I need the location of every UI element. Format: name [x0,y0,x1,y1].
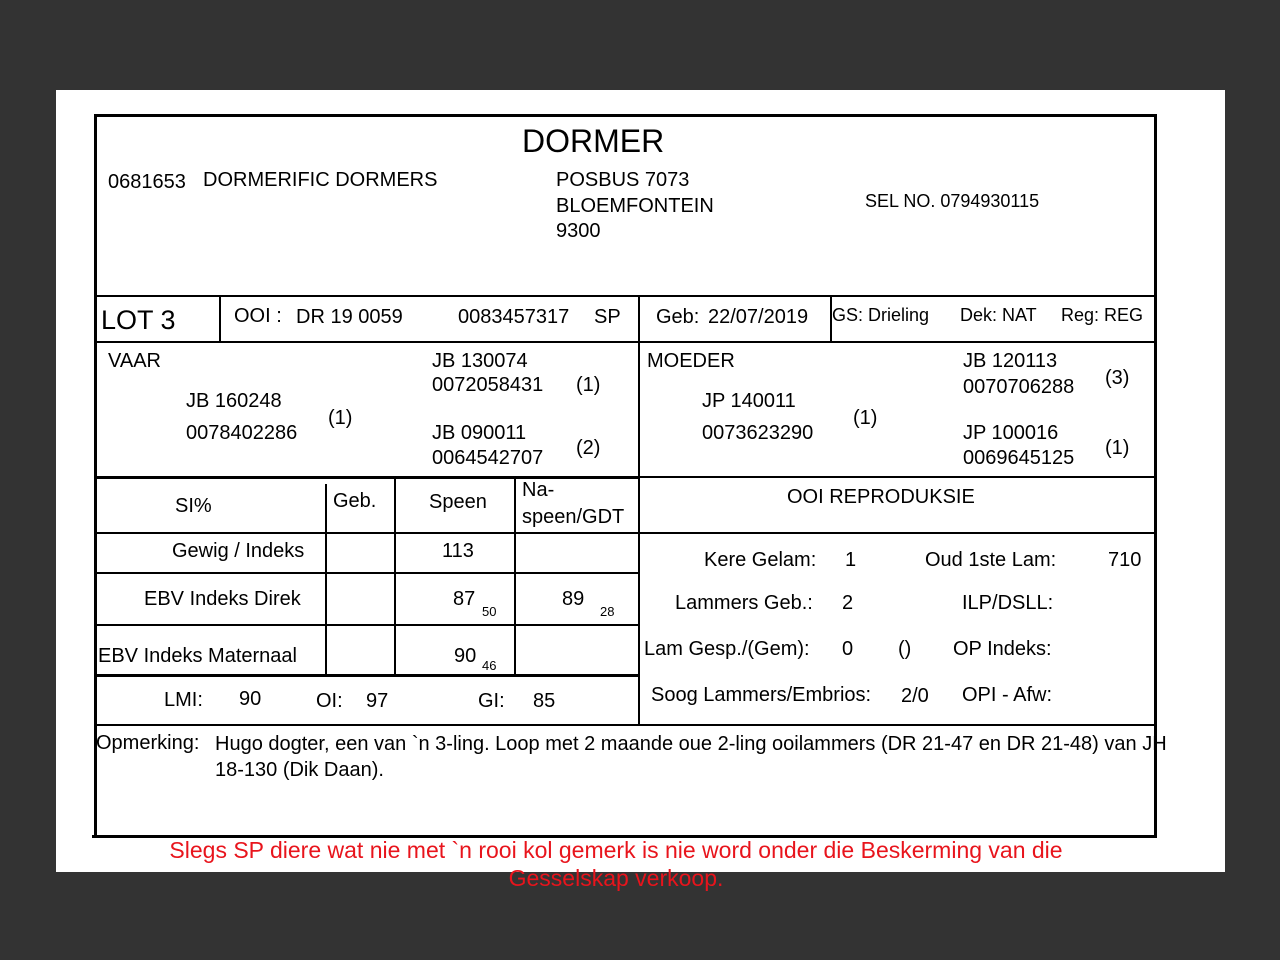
lot-card-page [56,90,1225,891]
sire-mark: (1) [328,407,353,429]
opi-deviation-label: OPI - Afw: [962,684,1053,706]
ebv-direct-speen-accuracy: 50 [482,604,497,619]
geb-header: Geb. [333,490,377,512]
lambs-born-value: 2 [842,592,854,614]
perf-top-line [94,476,640,479]
times-lambed-label: Kere Gelam: [704,549,817,571]
reproduction-title: OOI REPRODUKSIE [787,486,975,508]
lambs-born-label: Lammers Geb.: [675,592,813,614]
age-first-lamb-value: 710 [1108,549,1142,571]
sire-dam-mark: (2) [576,437,601,459]
geb-column-line [325,484,327,676]
dam-dam-number: 0069645125 [963,447,1075,469]
sire-heading: VAAR [108,350,161,372]
perf-row2-line [94,624,640,626]
op-index-label: OP Indeks: [953,638,1052,660]
gi-label: GI: [478,690,505,712]
lot-label: LOT 3 [101,305,176,335]
lambs-weaned-label: Lam Gesp./(Gem): [644,638,810,660]
remarks-label: Opmerking: [96,732,200,754]
perf-row3-line [94,674,640,677]
ilp-label: ILP/DSLL: [962,592,1054,614]
frame-top-line [94,114,1157,117]
suckling-lambs-value: 2/0 [901,685,929,707]
sire-sire-number: 0072058431 [432,374,544,396]
address-line-3: 9300 [556,220,601,242]
si-header: SI% [175,495,212,517]
speen-header: Speen [429,491,487,513]
birth-divider [638,295,640,342]
dam-sire-id: JB 120113 [963,350,1058,372]
age-first-lamb-label: Oud 1ste Lam: [925,549,1057,571]
dam-number: 0073623290 [702,422,814,444]
suckling-lambs-label: Soog Lammers/Embrios: [651,684,872,706]
naspeen-column-line [514,478,516,676]
address-line-2: BLOEMFONTEIN [556,195,714,217]
naspeen-header-1: Na- [522,479,555,501]
dam-heading: MOEDER [647,350,735,372]
lot-divider [219,295,221,342]
oi-value: 97 [366,690,389,712]
registration-status: Reg: REG [1061,305,1144,325]
speen-column-line [394,478,396,676]
row-label-weight-index: Gewig / Indeks [172,540,305,562]
row-label-ebv-direct: EBV Indeks Direk [144,588,301,610]
phone-number: SEL NO. 0794930115 [865,191,1040,211]
lmi-label: LMI: [164,689,203,711]
ebv-maternal-speen: 90 [454,645,477,667]
address-line-1: POSBUS 7073 [556,169,690,191]
repro-top-line [638,476,1157,478]
lmi-value: 90 [239,688,262,710]
ebv-direct-naspeen-accuracy: 28 [600,604,615,619]
breeder-number: 0681653 [108,171,186,193]
birth-date: 22/07/2019 [708,306,809,328]
naspeen-header-2: speen/GDT [522,506,625,528]
ebv-direct-speen: 87 [453,588,476,610]
oi-label: OI: [316,690,343,712]
gi-value: 85 [533,690,556,712]
lambs-weaned-value: 0 [842,638,854,660]
remarks-top-line [94,724,1157,726]
grade: SP [594,306,621,328]
sire-dam-number: 0064542707 [432,447,544,469]
dam-dam-id: JP 100016 [963,422,1059,444]
row-label-ebv-maternal: EBV Indeks Maternaal [98,645,297,667]
dam-id: JP 140011 [702,390,796,412]
protection-notice: Slegs SP diere wat nie met `n rooi kol gemerk is nie word onder die Beskerming van die Gesselskap verkoop. [169,837,1063,891]
breeder-name: DORMERIFIC DORMERS [203,169,438,191]
birth-label: Geb: [656,306,700,328]
animal-id: DR 19 0059 [296,306,403,328]
mating-type: Dek: NAT [960,305,1037,325]
registration-number: 0083457317 [458,306,570,328]
sire-sire-mark: (1) [576,374,601,396]
ebv-direct-naspeen: 89 [562,588,585,610]
sire-id: JB 160248 [186,390,282,412]
weight-index-speen: 113 [442,540,474,562]
breed-title: DORMER [522,123,665,159]
dam-sire-number: 0070706288 [963,376,1075,398]
dam-mark: (1) [853,407,878,429]
dam-dam-mark: (1) [1105,437,1130,459]
sire-dam-id: JB 090011 [432,422,527,444]
lambs-weaned-average: () [898,638,912,660]
dam-sire-mark: (3) [1105,367,1130,389]
times-lambed-value: 1 [845,549,857,571]
pedigree-top-line [94,341,1157,343]
sire-sire-id: JB 130074 [432,350,528,372]
sire-number: 0078402286 [186,422,298,444]
repro-header-line [638,532,1157,534]
lot-row-top-line [94,295,1157,297]
perf-header-line [94,532,640,534]
birth-status: GS: Drieling [832,305,930,325]
ebv-maternal-speen-accuracy: 46 [482,658,497,673]
perf-row1-line [94,572,640,574]
ooi-label: OOI : [234,305,282,327]
remarks-text: Hugo dogter, een van `n 3-ling. Loop met 2 maande oue 2-ling ooilammers (DR 21-47 en DR 21-48) van JH 18-130 (Dik Daan). [215,733,1167,781]
